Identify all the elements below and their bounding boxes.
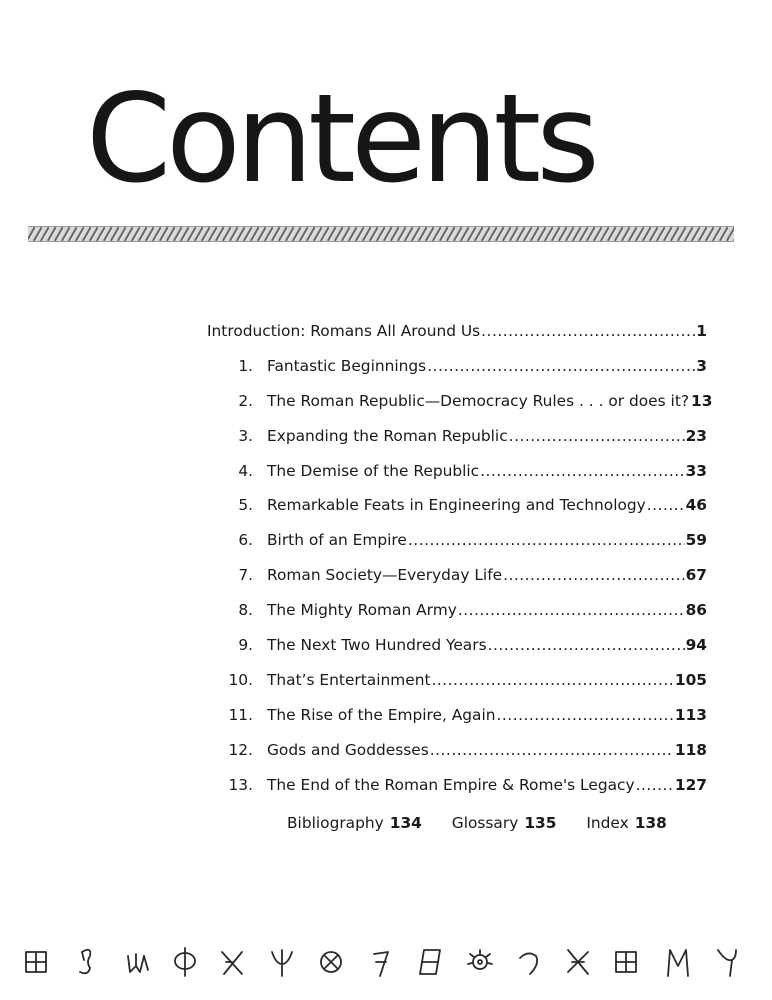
toc-entry-chapter-12[interactable] <box>207 741 707 776</box>
back-matter-item-glossary[interactable] <box>452 814 557 832</box>
sun-glyph-icon <box>468 950 492 969</box>
toc-entry-label: That’s Entertainment <box>267 670 431 689</box>
toc-entry-number: 2. <box>238 391 253 410</box>
toc-entry-number: 9. <box>238 636 253 655</box>
circle-bar-glyph-icon <box>175 948 195 976</box>
toc-entry-page: 67 <box>685 566 707 585</box>
toc-entry-label: The Roman Republic—Democracy Rules . . . or does it? <box>267 391 690 410</box>
toc-entry-number: 3. <box>238 426 253 445</box>
toc-entry-label: Fantastic Beginnings <box>267 356 427 375</box>
toc-entry-page: 118 <box>674 740 707 759</box>
hook-glyph-icon <box>374 952 388 976</box>
toc-entry-label: The Mighty Roman Army <box>267 601 457 620</box>
box-glyph-icon <box>420 950 440 974</box>
toc-entry-page: 1 <box>696 322 707 340</box>
dot-leader <box>408 531 685 549</box>
dot-leader <box>480 462 684 480</box>
toc-entry-chapter-6[interactable] <box>207 531 707 566</box>
dot-leader <box>488 636 685 654</box>
toc-entry-number: 8. <box>238 601 253 620</box>
toc-entry-number: 10. <box>228 670 253 689</box>
dot-leader <box>503 566 684 584</box>
back-matter-item-bibliography[interactable] <box>287 814 422 832</box>
back-matter-label: Bibliography <box>287 814 384 832</box>
dot-leader <box>431 671 673 689</box>
x-glyph-icon <box>222 952 242 974</box>
toc-entry-label: The Rise of the Empire, Again <box>267 705 496 724</box>
toc-entry-number: 11. <box>228 705 253 724</box>
toc-entry-chapter-10[interactable] <box>207 671 707 706</box>
cross-glyph-icon <box>568 950 588 974</box>
dot-leader <box>481 322 695 340</box>
toc-entry-number: 1. <box>238 356 253 375</box>
curl-glyph-icon <box>520 953 537 974</box>
back-matter-label: Glossary <box>451 814 519 832</box>
toc-entry-page: 94 <box>685 636 707 655</box>
toc-entry-label: Birth of an Empire <box>267 531 407 550</box>
back-matter-item-index[interactable] <box>586 814 667 832</box>
back-matter <box>287 814 692 832</box>
dot-leader <box>647 496 685 514</box>
toc-entry-page: 105 <box>674 670 707 689</box>
circled-x-glyph-icon <box>321 952 341 972</box>
toc-entry-chapter-4[interactable] <box>207 462 707 497</box>
toc-entry-number: 4. <box>238 461 253 480</box>
chapter-list <box>207 356 713 811</box>
toc-entry-label: Introduction: Romans All Around Us <box>207 322 481 340</box>
toc-entry-page: 127 <box>674 775 707 794</box>
boxed-cross-glyph-icon <box>26 952 46 972</box>
dot-leader <box>427 357 695 375</box>
toc-entry-chapter-5[interactable] <box>207 496 707 531</box>
dot-leader <box>458 601 685 619</box>
dot-leader <box>636 776 674 794</box>
toc-entry-page: 59 <box>685 531 707 550</box>
back-matter-page: 138 <box>634 814 667 832</box>
toc-entry-chapter-2[interactable] <box>207 391 713 427</box>
dot-leader <box>430 741 674 759</box>
figure-eight-glyph-icon <box>80 950 90 974</box>
toc-entry-number: 6. <box>238 531 253 550</box>
back-matter-page: 135 <box>524 814 557 832</box>
toc-entry-label: Gods and Goddesses <box>267 740 429 759</box>
table-of-contents <box>207 322 713 810</box>
toc-entry-label: Expanding the Roman Republic <box>267 426 508 445</box>
toc-entry-chapter-7[interactable] <box>207 566 707 601</box>
toc-entry-introduction[interactable] <box>207 322 707 357</box>
toc-entry-chapter-9[interactable] <box>207 636 707 671</box>
trident-glyph-icon <box>128 954 148 972</box>
page-title: Contents <box>86 68 595 210</box>
toc-entry-label: Remarkable Feats in Engineering and Technology <box>267 496 646 515</box>
back-matter-page: 134 <box>389 814 422 832</box>
toc-entry-page: 33 <box>685 461 707 480</box>
glyph-border <box>22 944 762 984</box>
toc-entry-page: 46 <box>685 496 707 515</box>
dot-leader <box>497 706 674 724</box>
toc-entry-number: 5. <box>238 496 253 515</box>
toc-entry-chapter-1[interactable] <box>207 357 707 392</box>
psi-glyph-icon <box>272 950 292 976</box>
toc-entry-label: The Demise of the Republic <box>267 461 480 480</box>
toc-entry-chapter-8[interactable] <box>207 601 707 636</box>
toc-entry-chapter-3[interactable] <box>207 427 707 462</box>
toc-entry-page: 86 <box>685 601 707 620</box>
toc-entry-page: 113 <box>674 705 707 724</box>
toc-entry-number: 13. <box>228 775 253 794</box>
y-glyph-icon <box>718 950 736 976</box>
toc-entry-label: Roman Society—Everyday Life <box>267 566 503 585</box>
grid-glyph-icon <box>616 952 636 972</box>
toc-entry-page: 3 <box>696 356 707 375</box>
toc-entry-number: 12. <box>228 740 253 759</box>
m-glyph-icon <box>668 950 688 976</box>
toc-entry-page: 23 <box>685 426 707 445</box>
toc-entry-number: 7. <box>238 566 253 585</box>
toc-entry-page: 13 <box>691 391 713 410</box>
toc-entry-label: The End of the Roman Empire & Rome's Legacy <box>267 775 635 794</box>
twisted-rope-divider-icon <box>28 226 734 242</box>
back-matter-label: Index <box>586 814 629 832</box>
dot-leader <box>509 427 685 445</box>
toc-entry-chapter-13[interactable] <box>207 776 707 811</box>
toc-entry-chapter-11[interactable] <box>207 706 707 741</box>
toc-entry-label: The Next Two Hundred Years <box>267 636 487 655</box>
